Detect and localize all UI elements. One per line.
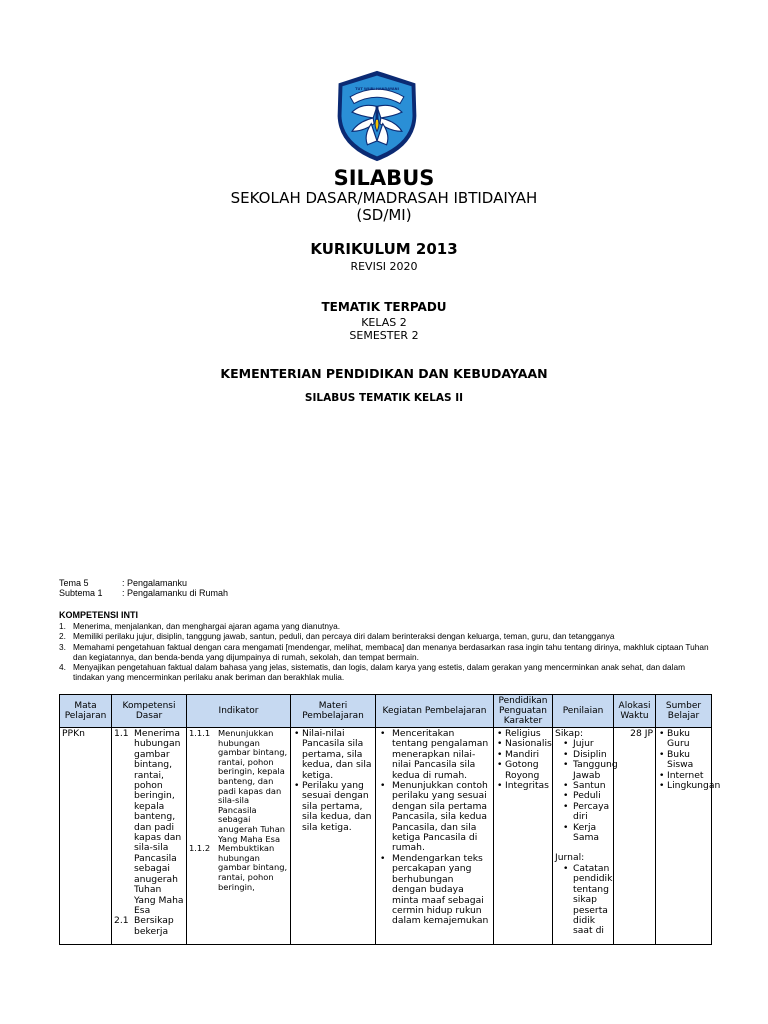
sikap-item: • Kerja Sama: [555, 823, 611, 844]
sumber-item: • Buku Siswa: [658, 750, 709, 771]
cell-penilaian: [553, 728, 618, 945]
logo-banner-text: TUT WURI HANDAYANI: [355, 87, 399, 91]
sikap-item: • Tanggung Jawab: [555, 760, 611, 781]
header-sumber: Sumber Belajar: [656, 695, 712, 728]
sikap-item: • Peduli: [555, 791, 611, 801]
sumber-item: • Internet: [658, 771, 709, 781]
curriculum-title: KURIKULUM 2013: [310, 240, 458, 258]
sikap-item: • Percaya diri: [555, 802, 611, 823]
cell-karakter: [494, 728, 553, 945]
header-indikator: Indikator: [187, 695, 291, 728]
tema-row: [59, 578, 187, 588]
karakter-item: • Mandiri: [496, 750, 550, 760]
cell-kompetensi-dasar: [112, 728, 187, 945]
jurnal-label: Jurnal:: [555, 852, 585, 864]
cell-kegiatan: [376, 728, 494, 945]
header-kegiatan: Kegiatan Pembelajaran: [376, 695, 494, 728]
karakter-item: • Religius: [496, 729, 550, 739]
ki-item: 3. Memahami pengetahuan faktual dengan cara mengamati [mendengar, melihat, membaca] dan menanya berdasarkan rasa ingin tahu tentang dirinya, makhluk ciptaan Tuhan dan kegiatannya, dan benda-benda yang dijumpainya di rumah, sekolah, dan tempat bermain.: [59, 641, 709, 662]
cell-alokasi: 28 JP: [614, 728, 656, 945]
kegiatan-item: • Menunjukkan contoh perilaku yang sesuai dengan sila pertama Pancasila, sila kedua Pancasila, dan sila ketiga Pancasila di rumah.: [378, 781, 491, 854]
kegiatan-item: • Menceritakan tentang pengalaman menerapkan nilai-nilai Pancasila sila kedua di rumah.: [378, 729, 491, 781]
karakter-item: • Integritas: [496, 781, 550, 791]
subtema-value: : Pengalamanku di Rumah: [122, 588, 229, 598]
semester-label: SEMESTER 2: [349, 329, 419, 342]
kegiatan-item: • Mendengarkan teks percakapan yang berhubungan dengan budaya minta maaf sebagai cermin hidup rukun dalam kemajemukan: [378, 854, 491, 927]
subtema-row: [59, 588, 228, 598]
header-penilaian: Penilaian: [553, 695, 614, 728]
ki-item: 2. Memiliki perilaku jujur, disiplin, tanggung jawab, santun, peduli, dan percaya diri dalam berinteraksi dengan keluarga, teman, guru, dan tetangganya: [59, 631, 615, 642]
syllabus-subtitle: SILABUS TEMATIK KELAS II: [304, 392, 464, 404]
materi-item: • Nilai-nilai Pancasila sila pertama, sila kedua, dan sila ketiga.: [293, 729, 373, 781]
karakter-item: • Nasionalis: [496, 739, 550, 749]
class-label: KELAS 2: [361, 316, 407, 329]
header-kompetensi-dasar: Kompetensi Dasar: [112, 695, 187, 728]
kd-item: 2.1 Bersikap bekerja: [114, 915, 174, 937]
karakter-item: • Gotong Royong: [496, 760, 550, 781]
sikap-item: • Santun: [555, 781, 611, 791]
sumber-item: • Buku Guru: [658, 729, 709, 750]
ministry-name: KEMENTERIAN PENDIDIKAN DAN KEBUDAYAAN: [220, 366, 548, 381]
subtema-key: Subtema 1: [59, 588, 103, 598]
revision-label: REVISI 2020: [350, 260, 418, 273]
cell-subject: PPKn: [60, 728, 112, 945]
school-abbreviation: (SD/MI): [356, 206, 412, 224]
header-materi: Materi Pembelajaran: [291, 695, 376, 728]
sumber-item: • Lingkungan: [658, 781, 709, 791]
table-row: [60, 728, 712, 945]
tema-key: Tema 5: [59, 578, 89, 588]
materi-item: • Perilaku yang sesuai dengan sila pertama, sila kedua, dan sila ketiga.: [293, 781, 373, 833]
header-karakter: Pendidikan Penguatan Karakter: [494, 695, 553, 728]
syllabus-table: [59, 694, 721, 945]
document-title: SILABUS: [333, 166, 435, 190]
cell-indikator: [187, 728, 291, 945]
kompetensi-inti-list: [59, 621, 711, 683]
jurnal-item: • Catatan pendidik tentang sikap peserta didik saat di: [555, 864, 611, 937]
sikap-item: • Jujur: [555, 739, 611, 749]
ki-item: 1. Menerima, menjalankan, dan menghargai ajaran agama yang dianutnya.: [59, 621, 341, 631]
table-header-row: [60, 695, 712, 728]
indikator-item: 1.1.1 Menunjukkan hubungan gambar bintang, rantai, pohon beringin, kepala banteng, dan padi kapas dan sila-sila Pancasila sebagai anugerah Tuhan Yang Maha Esa: [189, 728, 288, 844]
cell-materi: [291, 728, 376, 945]
sikap-item: • Disiplin: [555, 750, 611, 760]
school-name: SEKOLAH DASAR/MADRASAH IBTIDAIYAH: [230, 189, 538, 207]
kompetensi-inti-title: KOMPETENSI INTI: [59, 610, 139, 620]
tema-value: : Pengalamanku: [122, 578, 188, 588]
cell-sumber: [656, 728, 721, 945]
sikap-label: Sikap:: [555, 728, 584, 739]
ki-item: 4. Menyajikan pengetahuan faktual dalam bahasa yang jelas, sistematis, dan logis, dalam karya yang estetis, dalam gerakan yang mencerminkan anak sehat, dan dalam tindakan yang mencerminkan perilaku anak beriman dan berakhlak mulia.: [59, 662, 686, 683]
tut-wuri-handayani-logo: [329, 68, 425, 164]
header-mata-pelajaran: Mata Pelajaran: [60, 695, 112, 728]
header-alokasi: Alokasi Waktu: [614, 695, 656, 728]
indikator-item: 1.1.2 Membuktikan hubungan gambar bintang, rantai, pohon beringin,: [189, 843, 288, 892]
theme-type: TEMATIK TERPADU: [321, 300, 447, 314]
kd-item: 1.1 Menerima hubungan gambar bintang, rantai, pohon beringin, kepala banteng, dan padi kapas dan sila-sila Pancasila sebagai anugerah Tuhan Yang Maha Esa: [114, 728, 184, 916]
